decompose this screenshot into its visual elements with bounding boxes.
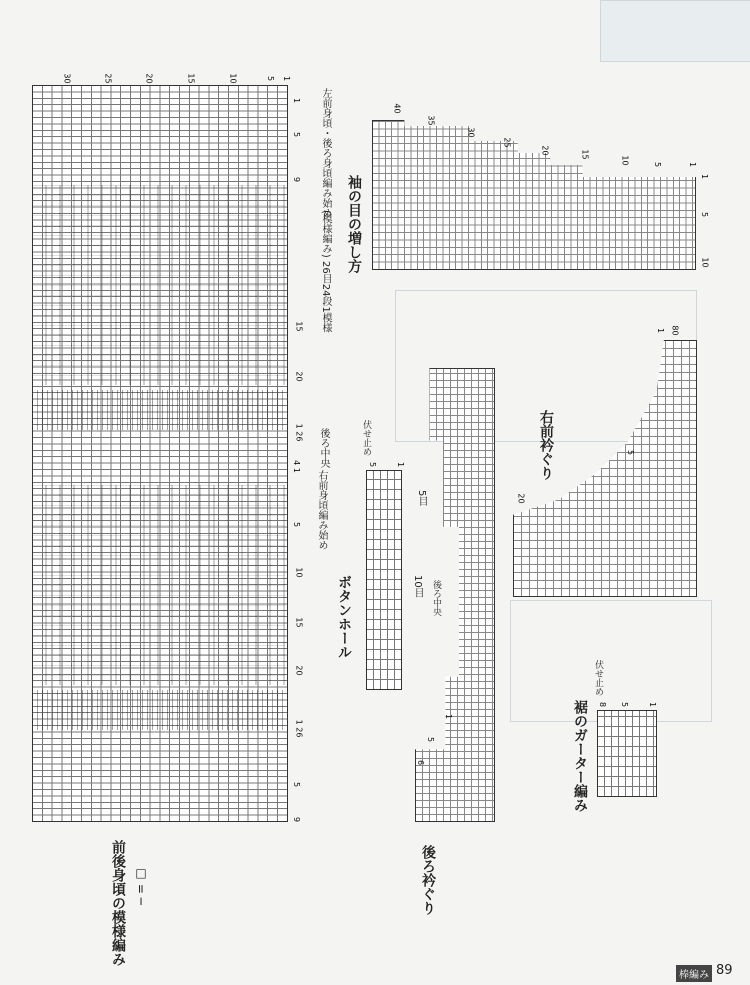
col-tick: 8 <box>598 701 608 708</box>
col-tick: 15 <box>294 617 304 628</box>
col-tick: 5 <box>292 521 302 528</box>
row-tick: 1 <box>688 161 698 168</box>
chart-note-pattern: (模様編み) 26目24段1模様 <box>320 210 331 333</box>
page-number: 89 <box>716 963 733 978</box>
col-tick: 1 <box>444 713 454 720</box>
sleeve-increase-chart <box>372 120 696 270</box>
col-tick: 5 <box>292 131 302 138</box>
row-tick: 1 <box>282 75 292 82</box>
col-tick: 5 <box>292 781 302 788</box>
bleed-through-shape <box>510 600 712 722</box>
row-tick: 15 <box>186 73 196 84</box>
col-tick: 20 <box>294 371 304 382</box>
row-tick: 35 <box>426 115 436 126</box>
col-tick: 10 <box>294 567 304 578</box>
buttonhole-chart <box>366 470 402 690</box>
col-tick: 20 <box>516 493 526 504</box>
row-tick: 20 <box>540 145 550 156</box>
col-tick: 1 26 <box>294 719 304 738</box>
chart-note-start-right: 右前身頃編み始め <box>316 470 327 550</box>
section-badge: 棒編み <box>676 965 712 982</box>
buttonhole-label-5: 5目 <box>416 490 427 507</box>
sleeve-chart-title: 袖の目の増し方 <box>346 175 362 273</box>
col-tick: 1 <box>292 97 302 104</box>
col-tick: 10 <box>700 257 710 268</box>
legend-equivalence: □ = ─ <box>134 866 148 905</box>
row-tick: 25 <box>103 73 113 84</box>
hem-garter-bind-off: 伏せ止め <box>593 660 603 696</box>
col-tick: 5 <box>700 211 710 218</box>
col-tick: 5 <box>368 461 378 468</box>
col-tick: 6 <box>416 759 426 766</box>
hem-garter-chart <box>597 710 657 797</box>
buttonhole-label-10: 10目 <box>412 575 423 598</box>
col-tick: 1 <box>656 327 666 334</box>
col-tick: 5 <box>426 736 436 743</box>
col-tick: 5 <box>620 701 630 708</box>
back-collar-title: 後ろ衿ぐり <box>420 845 436 915</box>
col-tick: 20 <box>294 665 304 676</box>
chart-note-start-left: 左前身頃・後ろ身頃編み始め <box>320 88 331 218</box>
col-tick: 9 <box>292 816 302 823</box>
row-tick: 15 <box>580 149 590 160</box>
chart-note-back-center: 後ろ中央 <box>318 428 329 468</box>
row-tick: 5 <box>653 161 663 168</box>
bleed-through-shape <box>600 0 750 62</box>
col-tick: 1 <box>396 461 406 468</box>
row-tick: 20 <box>144 73 154 84</box>
pattern-band <box>33 690 285 730</box>
main-chart-title: 前後身頃の模様編み <box>110 840 126 966</box>
hem-garter-title: 裾のガーター編み <box>572 700 588 812</box>
pattern-band <box>33 390 285 430</box>
back-collar-center: 後ろ中央 <box>431 580 441 616</box>
buttonhole-bind-off: 伏せ止め <box>361 420 371 456</box>
col-tick: 15 <box>294 321 304 332</box>
row-tick: 10 <box>620 155 630 166</box>
col-tick: 5 <box>626 449 636 456</box>
row-tick: 10 <box>228 73 238 84</box>
row-tick: 30 <box>466 127 476 138</box>
pattern-band <box>33 485 285 685</box>
col-tick: 9 <box>292 176 302 183</box>
col-tick: 1 26 <box>294 423 304 442</box>
col-tick: 1 <box>700 173 710 180</box>
col-tick: 4 1 <box>291 460 301 473</box>
row-tick: 30 <box>62 73 72 84</box>
row-tick: 5 <box>266 75 276 82</box>
col-tick: 80 <box>670 325 680 336</box>
row-tick: 40 <box>392 103 402 114</box>
col-tick: 1 <box>648 701 658 708</box>
pattern-band <box>33 185 285 385</box>
right-front-collar-title: 右前衿ぐり <box>538 410 554 480</box>
row-tick: 25 <box>502 137 512 148</box>
buttonhole-chart-title: ボタンホール <box>336 575 352 659</box>
